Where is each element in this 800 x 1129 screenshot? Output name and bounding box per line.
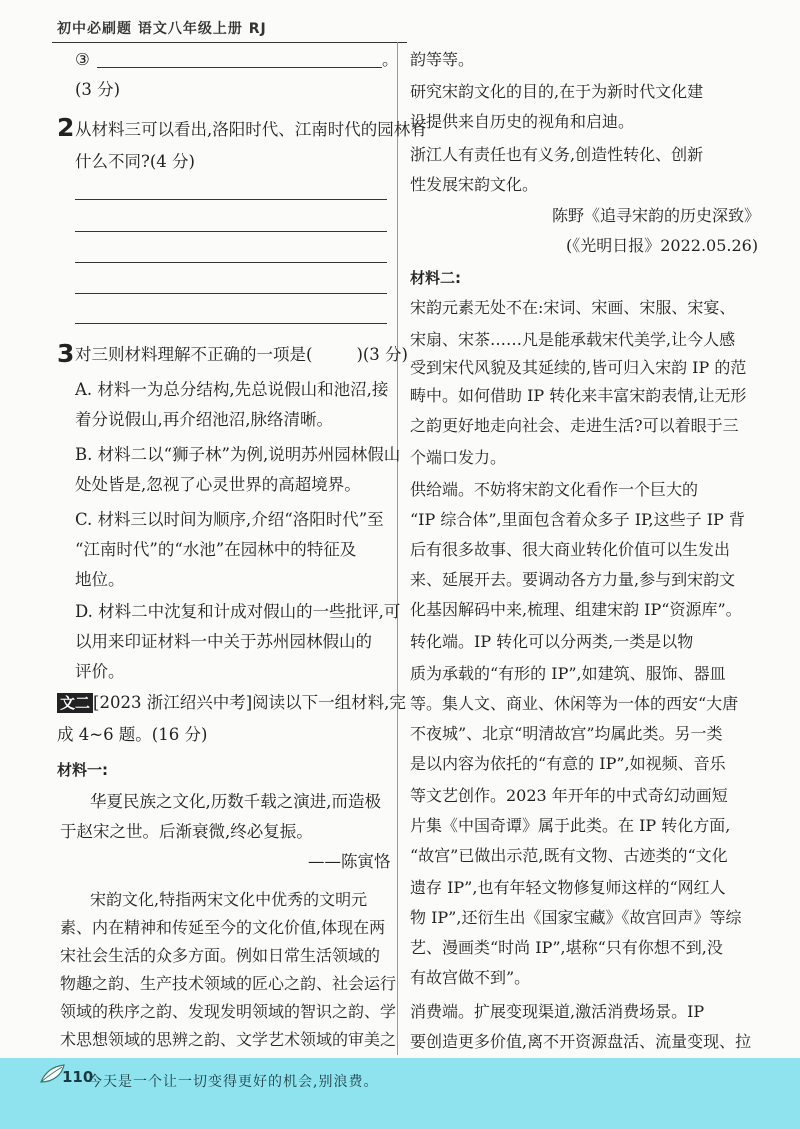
answer-line — [75, 231, 387, 232]
material-2-line: 受到宋代风貌及其延续的,皆可归入宋韵 IP 的范 — [410, 358, 747, 377]
source-line-1: 陈野《追寻宋韵的历史深致》 — [552, 206, 761, 225]
answer-line — [75, 199, 387, 200]
quote-line-2: 于赵宋之世。后渐衰微,终必复振。 — [60, 822, 313, 841]
material-2-line: 质为承载的“有形的 IP”,如建筑、服饰、器皿 — [410, 664, 726, 683]
material-2-line: 供给端。不妨将宋韵文化看作一个巨大的 — [410, 480, 699, 499]
score-q1: (3 分) — [75, 80, 121, 99]
footer-motto: 今天是一个让一切变得更好的机会,别浪费。 — [88, 1074, 379, 1090]
page-header: 初中必刷题 语文八年级上册 RJ — [57, 21, 267, 37]
material-2-line: 等文艺创作。2023 年开年的中式奇幻动画短 — [410, 786, 728, 805]
para-line-3: 宋社会生活的众多方面。例如日常生活领域的 — [60, 946, 381, 965]
blank-3-label: ③ — [75, 50, 90, 69]
para-line-2: 素、内在精神和传延至今的文化价值,体现在两 — [60, 918, 386, 937]
exam-source: [2023 浙江绍兴中考] — [93, 693, 253, 712]
material-2-line: 个端口发力。 — [410, 448, 507, 467]
material-2-line: 消费端。扩展变现渠道,激活消费场景。IP — [410, 1002, 705, 1021]
material-2-line: 不夜城”、北京“明清故宫”均属此类。另一类 — [410, 724, 723, 743]
para-line-1: 宋韵文化,特指两宋文化中优秀的文明元 — [90, 890, 368, 909]
material-2-line: 之韵更好地走向社会、走进生活?可以着眼于三 — [410, 416, 739, 435]
question-2-line-1: 从材料三可以看出,洛阳时代、江南时代的园林有 — [75, 120, 427, 139]
para-line-6: 术思想领域的思辨之韵、文学艺术领域的审美之 — [60, 1030, 397, 1049]
quote-line-1: 华夏民族之文化,历数千载之演进,而造极 — [90, 792, 381, 811]
material-2-line: 来、延展开去。要调动各方力量,参与到宋韵文 — [410, 570, 736, 589]
right-top-line-2: 研究宋韵文化的目的,在于为新时代文化建 — [410, 82, 704, 101]
quote-author: ——陈寅恪 — [308, 852, 391, 871]
question-3-stem — [75, 345, 408, 365]
material-2-line: 化基因解码中来,梳理、组建宋韵 IP“资源库”。 — [410, 600, 742, 619]
option-c-line-1: C. 材料三以时间为顺序,介绍“洛阳时代”至 — [75, 510, 384, 529]
answer-paren-close: ) — [356, 345, 363, 364]
material-2-line: 是以内容为依托的“有意的 IP”,如视频、音乐 — [410, 754, 726, 773]
right-top-line-3: 设提供来自历史的视角和启迪。 — [410, 112, 635, 131]
material-2-line: 物 IP”,还衍生出《国家宝藏》《故宫回声》等综 — [410, 908, 742, 927]
material-2-line: 转化端。IP 转化可以分两类,一类是以物 — [410, 632, 694, 651]
footer-band — [0, 1058, 800, 1129]
option-d-line-3: 评价。 — [75, 662, 125, 681]
material-2-line: 要创造更多价值,离不开资源盘活、流量变现、拉 — [410, 1032, 752, 1051]
option-c-line-2: “江南时代”的“水池”在园林中的特征及 — [75, 540, 357, 559]
right-top-line-4: 浙江人有责任也有义务,创造性转化、创新 — [410, 145, 704, 164]
para-line-5: 领域的秩序之韵、发现发明领域的智识之韵、学 — [60, 1002, 397, 1021]
material-2-title: 材料二: — [410, 269, 461, 287]
answer-paren-open: ( — [306, 345, 313, 364]
question-3-number: 3 — [57, 339, 75, 368]
option-b-line-2: 处处皆是,忽视了心灵世界的高超境界。 — [75, 475, 361, 494]
para-line-4: 物趣之韵、生产技术领域的匠心之韵、社会运行 — [60, 974, 397, 993]
material-2-line: 艺、漫画类“时尚 IP”,堪称“只有你想不到,没 — [410, 938, 723, 957]
material-2-line: 后有很多故事、很大商业转化价值可以生发出 — [410, 540, 731, 559]
question-3-score: (3 分) — [362, 345, 408, 364]
section-tag: 文二 — [57, 693, 93, 713]
material-2-line: 宋扇、宋茶……凡是能承载宋代美学,让今人感 — [410, 330, 736, 349]
option-b-line-1: B. 材料二以“狮子林”为例,说明苏州园林假山 — [75, 445, 401, 464]
right-top-line-1: 韵等等。 — [410, 50, 475, 69]
question-3-text: 对三则材料理解不正确的一项是 — [75, 345, 306, 364]
material-2-line: “IP 综合体”,里面包含着众多子 IP,这些子 IP 背 — [410, 510, 745, 529]
material-2-line: 片集《中国奇谭》属于此类。在 IP 转化方面, — [410, 816, 731, 835]
question-2-number: 2 — [57, 113, 75, 142]
material-2-line: 有故宫做不到”。 — [410, 968, 531, 987]
material-2-line: 遗存 IP”,也有年轻文物修复师这样的“网红人 — [410, 878, 726, 897]
section-2-line-2: 成 4~6 题。(16 分) — [57, 725, 208, 744]
material-1-title: 材料一: — [57, 761, 108, 779]
question-2-line-2: 什么不同?(4 分) — [75, 152, 195, 171]
material-2-line: 畴中。如何借助 IP 转化来丰富宋韵表情,让无形 — [410, 386, 747, 405]
material-2-line: 等。集人文、商业、休闲等为一体的西安“大唐 — [410, 694, 739, 713]
column-divider — [397, 42, 398, 1055]
option-a-line-1: A. 材料一为总分结构,先总说假山和池沼,接 — [75, 380, 389, 399]
option-c-line-3: 地位。 — [75, 570, 125, 589]
material-2-line: “故宫”已做出示范,既有文物、古迹类的“文化 — [410, 846, 728, 865]
section-2-intro — [57, 693, 406, 713]
source-line-2: (《光明日报》2022.05.26) — [566, 236, 759, 255]
option-a-line-2: 着分说假山,再介绍池沼,脉络清晰。 — [75, 410, 333, 429]
section-2-line-1: 阅读以下一组材料,完 — [252, 693, 406, 712]
page-number: 110 — [62, 1068, 94, 1086]
answer-line — [75, 323, 387, 324]
answer-line-3 — [97, 67, 382, 68]
option-d-line-1: D. 材料二中沈复和计成对假山的一些批评,可 — [75, 602, 401, 621]
answer-line — [75, 293, 387, 294]
option-d-line-2: 以用来印证材料一中关于苏州园林假山的 — [75, 632, 372, 651]
right-top-line-5: 性发展宋韵文化。 — [410, 175, 539, 194]
header-rule — [52, 42, 407, 43]
answer-line — [75, 262, 387, 263]
material-2-line: 宋韵元素无处不在:宋词、宋画、宋服、宋宴、 — [410, 298, 736, 317]
blank-3-end: 。 — [382, 50, 399, 69]
